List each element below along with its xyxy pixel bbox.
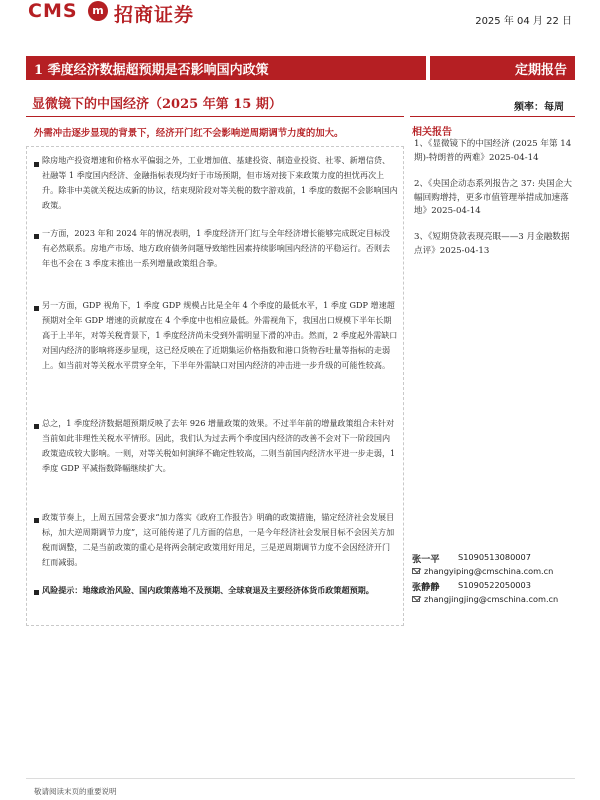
analyst-email[interactable]: zhangjingjing@cmschina.com.cn — [424, 594, 559, 604]
logo-company-name: 招商证券 — [114, 4, 195, 26]
paragraph-4: 总之，1 季度经济数据超预期反映了去年 926 增量政策的效果。不过半年前的增量政策组合未针对当前如此非理性关税水平情形。因此，我们认为过去两个季度国内经济的改善不会对下一阶段国内政策造成较大影响。一则，对等关税如何演绎不确定性较高，二则当前国内经济水平进一步走弱，1 季度 GDP 平减指数降幅继续扩大。 — [42, 418, 396, 474]
bullet-icon — [34, 518, 39, 523]
paragraph-5: 政策节奏上，上周五国常会要求“加力落实《政府工作报告》明确的政策措施，锚定经济社会发展目标，加大逆周期调节力度”，这可能传递了几方面的信息，一是今年经济社会发展目标不会因关方加税而调整，二是当前政策的重心是将两会制定政策用好用足，三是逆周期调节力度不会因经济开门红而减弱。 — [42, 512, 395, 568]
banner-divider — [426, 56, 430, 80]
bullet-icon — [34, 306, 39, 311]
envelope-icon — [412, 596, 420, 602]
report-type: 定期报告 — [514, 63, 567, 78]
bullet-icon — [34, 424, 39, 429]
footer-rule — [26, 778, 575, 779]
footer-note: 敬请阅读末页的重要说明 — [34, 787, 117, 796]
summary-text: 外需冲击逐步显现的背景下，经济开门红不会影响逆周期调节力度的加大。 — [34, 128, 344, 139]
related-report-2[interactable]: 2、《央国企动态系列报告之 37: 央国企大幅回购增持，更多市值管理举措成加速落地》2025-04-14 — [414, 179, 572, 216]
title-banner — [26, 56, 575, 80]
analyst-id: S1090522050003 — [458, 580, 531, 590]
report-frequency: 频率：每周 — [514, 102, 564, 113]
related-report-3[interactable]: 3、《短期贷款表现亮眼——3 月金融数据点评》2025-04-13 — [414, 232, 570, 256]
side-rule — [410, 116, 575, 117]
page-header — [0, 0, 600, 36]
paragraph-1: 除房地产投资增速和价格水平偏弱之外，工业增加值、基建投资、制造业投资、社零、新增信贷、社融等 1 季度国内经济、金融指标表现均好于市场预期，但市场对接下来政策力度的担忧再次上升。除非中美就关税达成新的协议，结束现阶段对等关税的数字游戏前，1 季度的数据不会影响国内政策。 — [42, 155, 398, 211]
main-rule — [26, 116, 404, 117]
report-subtitle: 显微镜下的中国经济（2025 年第 15 期） — [32, 97, 282, 112]
related-reports-heading: 相关报告 — [412, 127, 452, 138]
paragraph-2: 一方面，2023 年和 2024 年的情况表明，1 季度经济开门红与全年经济增长能够完成既定目标没有必然联系。房地产市场、地方政府债务问题导致缩性因素持续影响国内经济的平稳运行。否则去年也不会在 3 季度末推出一系列增量政策组合拳。 — [42, 228, 391, 269]
cms-logo — [28, 0, 248, 26]
paragraph-3: 另一方面，GDP 视角下，1 季度 GDP 规模占比是全年 4 个季度的最低水平，1 季度 GDP 增速超预期对全年 GDP 增速的贡献度在 4 个季度中也相应最低。外需视角下，我国出口规模下半年长期高于上半年，对等关税背景下，1 季度经济尚未受到外需明显下滑的冲击。然而，2 季度起外需缺口对国内经济的影响将逐步显现，这已经反映在了近期集运价格指数和港口货物吞吐量等指标的走弱上。如当前对等关税水平贯穿全年，下半年外需缺口对国内经济的冲击进一步升级的可能性较高。 — [42, 300, 398, 371]
analyst-email[interactable]: zhangyiping@cmschina.com.cn — [424, 566, 554, 576]
envelope-icon — [412, 568, 420, 574]
analyst-name: 张一平 — [412, 554, 440, 565]
report-title: 1 季度经济数据超预期是否影响国内政策 — [34, 63, 269, 78]
related-report-1[interactable]: 1、《显微镜下的中国经济 (2025 年第 14 期)-特朗普的两难》2025-04-14 — [414, 139, 572, 163]
report-date: 2025 年 04 月 22 日 — [475, 16, 572, 27]
logo-cms-text: CMS — [28, 0, 78, 22]
analyst-name: 张静静 — [412, 582, 440, 593]
bullet-icon — [34, 234, 39, 239]
bullet-icon — [34, 590, 39, 595]
analyst-id: S1090513080007 — [458, 552, 531, 562]
logo-badge-icon: m — [88, 1, 108, 21]
risk-warning: 风险提示：地缘政治风险、国内政策落地不及预期、全球衰退及主要经济体货币政策超预期。 — [42, 585, 374, 595]
bullet-icon — [34, 162, 39, 167]
